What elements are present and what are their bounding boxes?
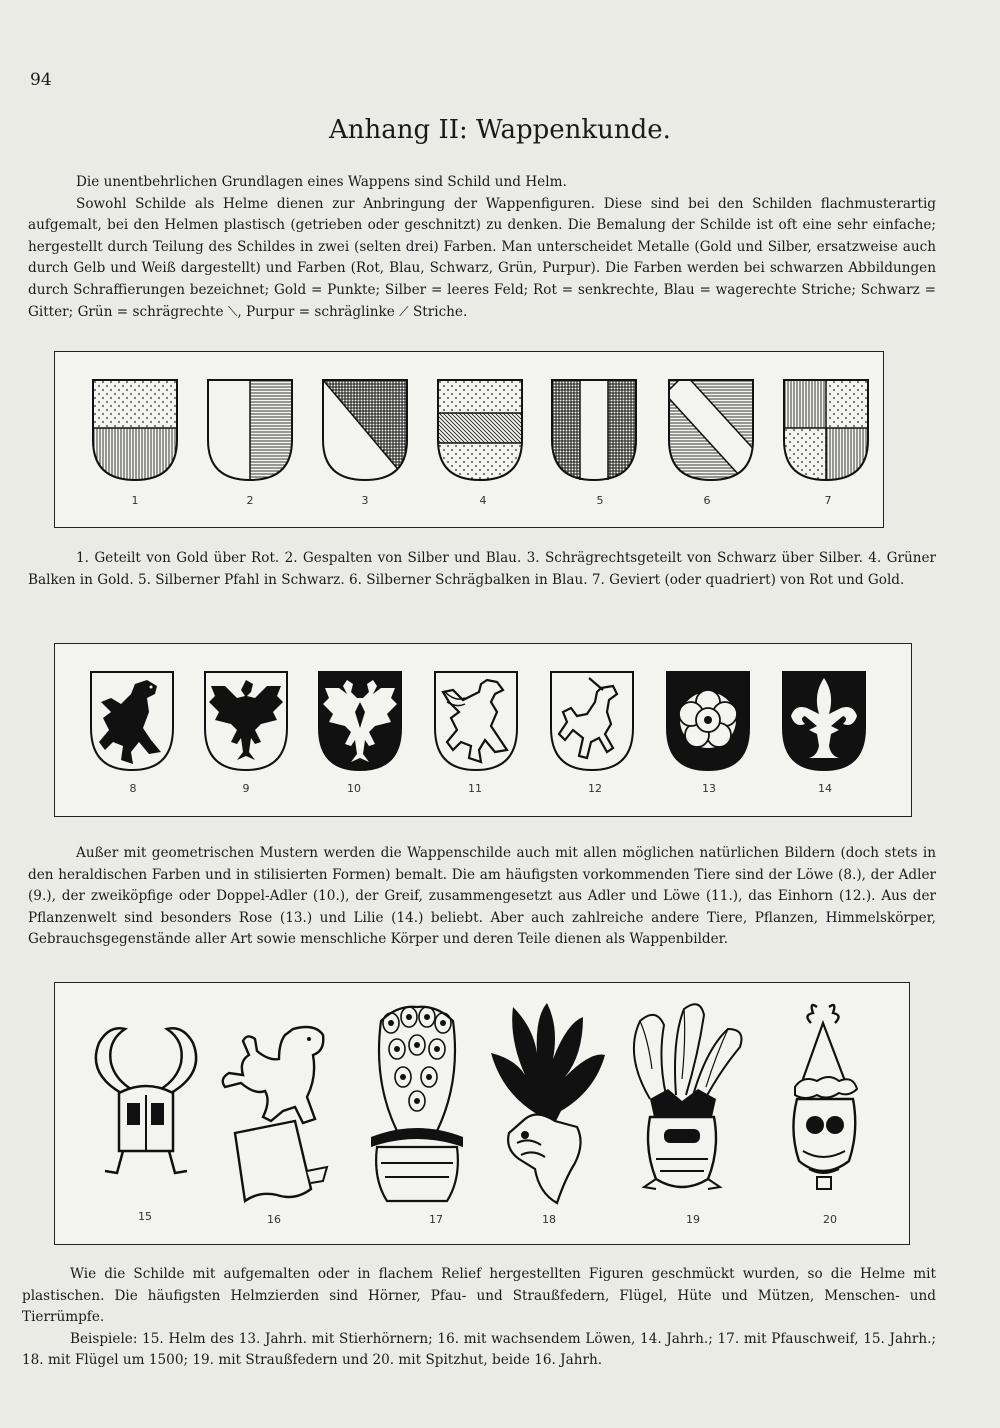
shield-4 xyxy=(438,380,522,488)
shield-12-unicorn xyxy=(551,672,633,770)
intro-paragraph-2: Sowohl Schilde als Helme dienen zur Anbringung der Wappenfiguren. Diese sind bei den Schilden flachmusterartig aufgemalt, bei den Helmen plastisch (getrieben oder geschnitzt) zu denken. Die Bemalung der Schilde ist oft eine sehr einfache; hergestellt durch Teilung des Schildes in zwei (selten drei) Farben. Man unterscheidet Metalle (Gold und Silber, ersatzweise auch durch Gelb und Weiß dargestellt) und Farben (Rot, Blau, Schwarz, Grün, Purpur). Die Farben werden bei schwarzen Abbildungen durch Schraffierungen bezeichnet; Gold = Punkte; Silber = leeres Feld; Rot = senkrechte, Blau = wagerechte Striche; Schwarz = Gitter; Grün = schrägrechte ⟍, Purpur = schräglinke ⟋ Striche. xyxy=(28,195,936,320)
shield-label-6: 6 xyxy=(703,494,711,507)
shield-14-lily xyxy=(783,672,865,770)
figure-geometric-shields xyxy=(54,351,884,528)
helmet-16-lion xyxy=(223,1027,327,1201)
helmet-17-peacock xyxy=(371,1007,463,1201)
figure-charged-shields xyxy=(54,643,912,817)
helmet-15-horns xyxy=(96,1028,196,1173)
shield-9-eagle xyxy=(205,672,287,770)
shield-label-4: 4 xyxy=(479,494,487,507)
shield-5 xyxy=(552,380,636,488)
paragraph-examples-text: Beispiele: 15. Helm des 13. Jahrh. mit Stierhörnern; 16. mit wachsendem Löwen, 14. Jahrh.; 17. mit Pfauschweif, 15. Jahrh.; 18. mit Flügel um 1500; 19. mit Straußfedern und 20. mit Spitzhut, beide 16. Jahrh. xyxy=(22,1330,936,1369)
shield-label-9: 9 xyxy=(242,782,250,795)
helmet-18-wing xyxy=(491,1003,605,1203)
shield-label-11: 11 xyxy=(468,782,482,795)
shield-2 xyxy=(208,380,292,488)
page-title: Anhang II: Wappenkunde. xyxy=(329,115,671,145)
shield-11-griffin xyxy=(435,672,517,770)
page-number: 94 xyxy=(30,70,52,90)
intro-text xyxy=(28,172,936,323)
caption-geometric-text: 1. Geteilt von Gold über Rot. 2. Gespalten von Silber und Blau. 3. Schrägrechtsgeteilt von Schwarz über Silber. 4. Grüner Balken in Gold. 5. Silberner Pfahl in Schwarz. 6. Silberner Schrägbalken in Blau. 7. Geviert (oder quadriert) von Rot und Gold. xyxy=(28,550,936,588)
shield-label-8: 8 xyxy=(129,782,137,795)
shield-7 xyxy=(784,380,868,488)
shield-label-10: 10 xyxy=(347,782,361,795)
paragraph-figures-text: Außer mit geometrischen Mustern werden die Wappenschilde auch mit allen möglichen natürlichen Bildern (doch stets in den heraldischen Farben und in stilisierten Formen) bemalt. Die am häufigsten vorkommenden Tiere sind der Löwe (8.), der Adler (9.), der zweiköpfige oder Doppel-Adler (10.), der Greif, zusammengesetzt aus Adler und Löwe (11.), das Einhorn (12.). Aus der Pflanzenwelt sind besonders Rose (13.) und Lilie (14.) beliebt. Aber auch zahlreiche andere Tiere, Pflanzen, Himmelskörper, Gebrauchsgegenstände aller Art sowie menschliche Körper und deren Teile dienen als Wappenbilder. xyxy=(28,845,936,948)
shield-8-lion xyxy=(91,672,173,770)
helmet-20-pointed-hat xyxy=(793,1005,857,1189)
shield-label-14: 14 xyxy=(818,782,832,795)
shield-1 xyxy=(93,380,177,488)
shield-label-13: 13 xyxy=(702,782,716,795)
helmet-label-15: 15 xyxy=(138,1210,152,1223)
shield-label-3: 3 xyxy=(361,494,369,507)
shield-label-5: 5 xyxy=(596,494,604,507)
intro-paragraph-1: Die unentbehrlichen Grundlagen eines Wappens sind Schild und Helm. xyxy=(76,174,567,190)
paragraph-helmets-text: Wie die Schilde mit aufgemalten oder in flachem Relief hergestellten Figuren geschmückt wurden, so die Helme mit plastischen. Die häufigsten Helmzierden sind Hörner, Pfau- und Straußfedern, Flügel, Hüte und Mützen, Menschen- und Tierrümpfe. xyxy=(22,1266,936,1326)
shield-label-1: 1 xyxy=(131,494,139,507)
helmet-label-18: 18 xyxy=(542,1213,556,1226)
helmet-label-16: 16 xyxy=(267,1213,281,1226)
caption-geometric xyxy=(28,548,936,591)
helmet-label-17: 17 xyxy=(429,1213,443,1226)
shield-label-7: 7 xyxy=(824,494,832,507)
shield-6 xyxy=(665,374,769,488)
paragraph-helmets xyxy=(22,1264,936,1372)
shield-3 xyxy=(323,380,407,480)
shield-13-rose xyxy=(667,672,749,770)
shield-label-2: 2 xyxy=(246,494,254,507)
figure-helmets xyxy=(54,982,910,1245)
shield-label-12: 12 xyxy=(588,782,602,795)
helmet-19-ostrich xyxy=(634,1004,742,1189)
shield-10-double-eagle xyxy=(319,672,401,770)
paragraph-figures xyxy=(28,843,936,951)
helmet-label-20: 20 xyxy=(823,1213,837,1226)
helmet-label-19: 19 xyxy=(686,1213,700,1226)
